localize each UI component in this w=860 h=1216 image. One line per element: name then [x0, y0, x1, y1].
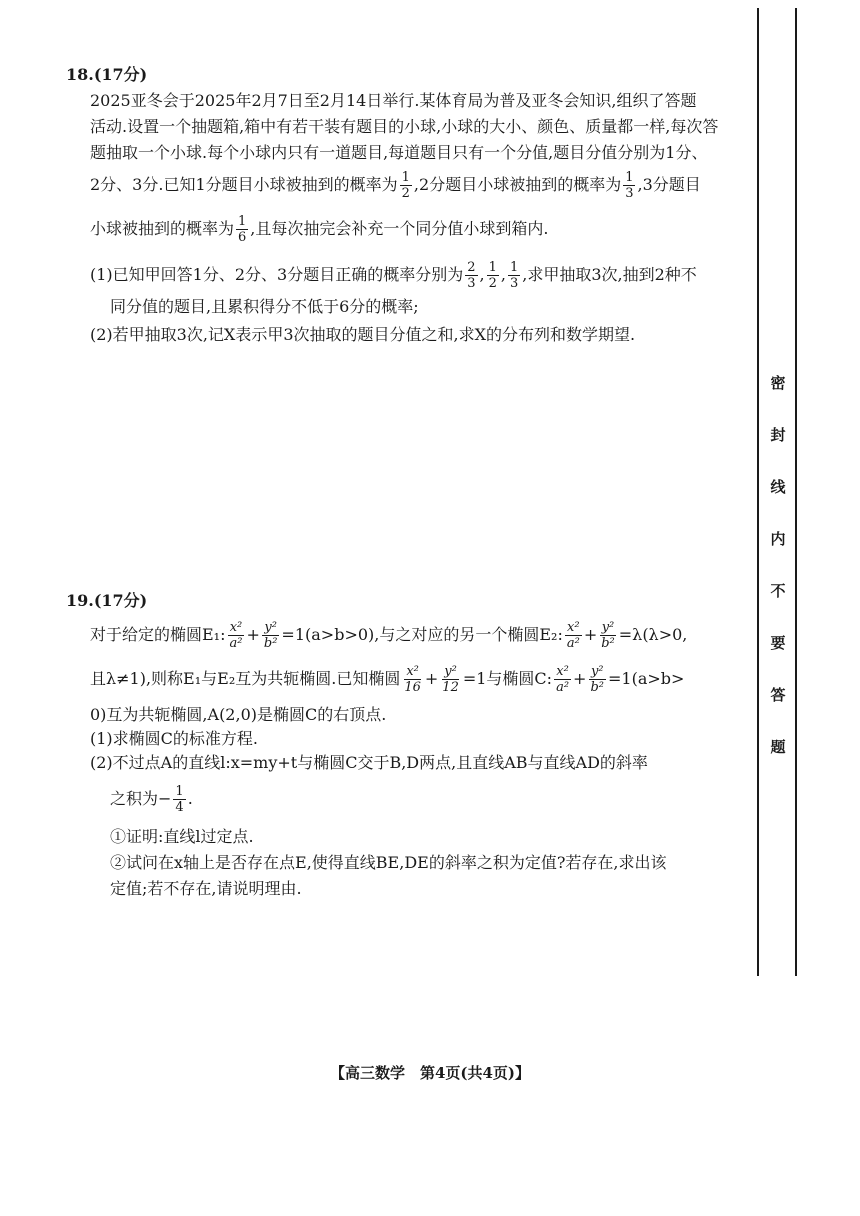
q18-line-2: 活动.设置一个抽题箱,箱中有若干装有题目的小球,小球的大小、颜色、质量都一样,每次答: [90, 117, 719, 136]
fraction-two-thirds: $\frac{2}{3}$: [467, 260, 476, 291]
binding-char: 密: [770, 374, 786, 392]
q19-part-2-cont: 定值;若不存在,请说明理由.: [110, 879, 302, 898]
q19-heading: 19.(17分): [66, 591, 148, 610]
binding-line-inner: [757, 8, 759, 976]
q18-line-5: 小球被抽到的概率为 $\frac{1}{6}$ ,且每次抽完会补充一个同分值小球到箱内.: [90, 214, 549, 245]
binding-char: 不: [770, 582, 786, 600]
q19-line-2: 且λ≠1),则称E₁与E₂互为共轭椭圆.已知椭圆 $\frac{\text{x²}}{16}$ + $\frac{\text{y²}}{12}$ =1与椭圆C: $\frac{\text{x²}}{\text{a²}}$ + $\frac{\text{y²}}{\text{b²}}$ =1(a>b>: [90, 664, 685, 695]
fraction-one-half: $\frac{1}{2}$: [401, 170, 410, 201]
binding-char: 封: [770, 426, 786, 444]
q18-line-1: 2025亚冬会于2025年2月7日至2月14日举行.某体育局为普及亚冬会知识,组织了答题: [90, 91, 697, 110]
q18-subq-1-cont: 同分值的题目,且累积得分不低于6分的概率;: [110, 297, 419, 316]
binding-line-outer: [795, 8, 797, 976]
q19-subq-1: (1)求椭圆C的标准方程.: [90, 729, 258, 748]
q18-subq-1: (1)已知甲回答1分、2分、3分题目正确的概率分别为 $\frac{2}{3}$ , $\frac{1}{2}$ , $\frac{1}{3}$ ,求甲抽取3次,抽到2种不: [90, 260, 697, 291]
q18-line-3: 题抽取一个小球.每个小球内只有一道题目,每道题目只有一个分值,题目分值分别为1分、: [90, 143, 708, 162]
q18-heading: 18.(17分): [66, 65, 148, 84]
q19-part-2: ②试问在x轴上是否存在点E,使得直线BE,DE的斜率之积为定值?若存在,求出该: [110, 853, 667, 872]
fraction-one-third: $\frac{1}{3}$: [625, 170, 634, 201]
page-footer: 【高三数学 第4页(共4页)】: [329, 1064, 531, 1082]
q19-subq-2-cont: 之积为− $\frac{1}{4}$ .: [110, 784, 193, 815]
fraction-one-sixth: $\frac{1}{6}$: [238, 214, 247, 245]
q18-line-4: 2分、3分.已知1分题目小球被抽到的概率为 $\frac{1}{2}$ ,2分题目小球被抽到的概率为 $\frac{1}{3}$ ,3分题目: [90, 170, 701, 201]
fraction-one-quarter: $\frac{1}{4}$: [175, 784, 184, 815]
q19-line-1: 对于给定的椭圆E₁: $\frac{\text{x²}}{\text{a²}}$ + $\frac{\text{y²}}{\text{b²}}$ =1(a>b>0),与之对应的另一个椭圆E₂: $\frac{\text{x²}}{\text{a²}}$ + $\frac{\text{y²}}{\text{b²}}$ =λ(λ>0,: [90, 620, 688, 651]
binding-char: 答: [770, 686, 786, 704]
binding-char: 要: [770, 634, 786, 652]
binding-char: 内: [770, 530, 786, 548]
binding-char: 线: [770, 478, 786, 496]
binding-char: 题: [770, 738, 786, 756]
q19-part-1: ①证明:直线l过定点.: [110, 827, 254, 846]
q19-subq-2: (2)不过点A的直线l:x=my+t与椭圆C交于B,D两点,且直线AB与直线AD的斜率: [90, 753, 648, 772]
q18-subq-2: (2)若甲抽取3次,记X表示甲3次抽取的题目分值之和,求X的分布列和数学期望.: [90, 325, 636, 344]
q19-line-3: 0)互为共轭椭圆,A(2,0)是椭圆C的右顶点.: [90, 705, 387, 724]
